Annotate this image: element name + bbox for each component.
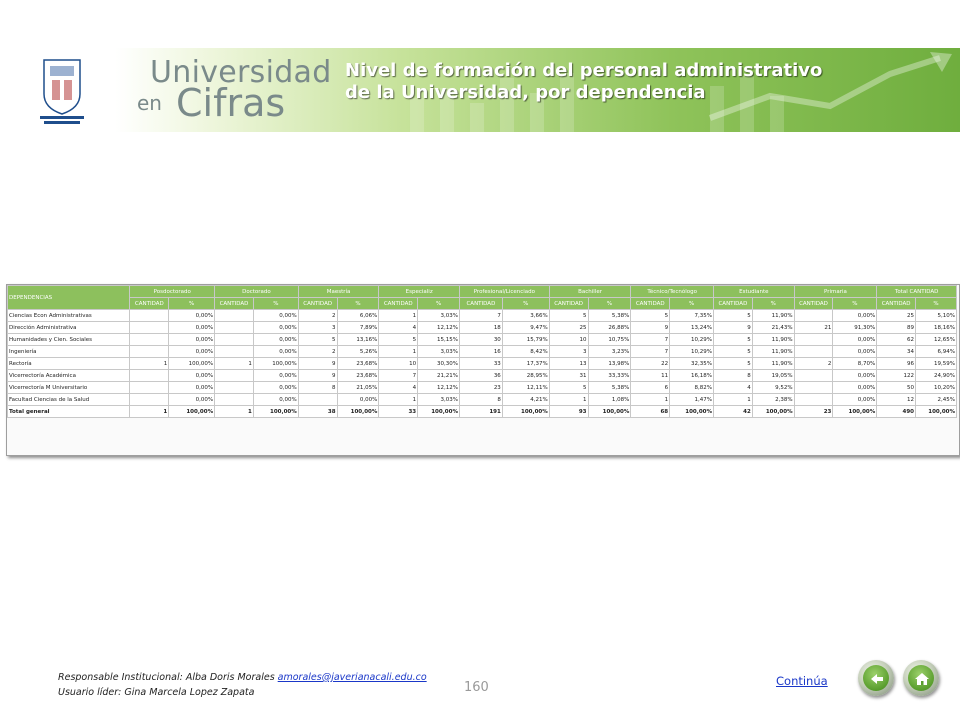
cell-percent: 3,23% [588,346,631,358]
row-label: Rectoría [8,358,130,370]
column-group-header: Posdoctorado [130,286,215,298]
cell-cantidad: 7 [631,334,670,346]
cell-percent: 0,00% [253,322,298,334]
cell-cantidad: 9 [298,370,337,382]
column-header-percent: % [253,298,298,310]
cell-cantidad: 11 [631,370,670,382]
cell-cantidad: 5 [549,382,588,394]
table-row [8,394,957,406]
cell-percent: 10,29% [670,334,714,346]
cell-percent: 23,68% [337,358,379,370]
cell-cantidad: 8 [714,370,753,382]
cell-cantidad: 10 [549,334,588,346]
column-header-cantidad: CANTIDAD [379,298,418,310]
cell-percent: 10,75% [588,334,631,346]
brand-en: en [137,91,162,115]
cell-cantidad: 96 [877,358,916,370]
data-table-container [6,284,960,456]
cell-percent: 100,00% [169,406,215,418]
cell-cantidad: 1 [215,406,254,418]
cell-cantidad: 93 [549,406,588,418]
cell-percent: 100,00% [588,406,631,418]
cell-percent: 0,00% [253,382,298,394]
cell-cantidad: 1 [714,394,753,406]
cell-cantidad: 5 [714,358,753,370]
cell-percent: 100,00% [916,406,957,418]
footer-credits [58,670,427,700]
table-row [8,382,957,394]
cell-cantidad [130,310,169,322]
cell-percent: 23,68% [337,370,379,382]
column-header-cantidad: CANTIDAD [631,298,670,310]
cell-cantidad: 22 [631,358,670,370]
cell-percent: 32,35% [670,358,714,370]
cell-percent: 0,00% [169,370,215,382]
cell-percent: 15,79% [502,334,549,346]
arrow-left-icon [863,665,889,691]
cell-cantidad: 5 [714,334,753,346]
cell-percent: 0,00% [833,382,877,394]
responsable-text: Responsable Institucional: Alba Doris Morales [58,672,278,683]
sub-header-row [8,298,957,310]
column-header-cantidad: CANTIDAD [714,298,753,310]
cell-cantidad: 490 [877,406,916,418]
cell-cantidad: 2 [298,346,337,358]
cell-cantidad: 89 [877,322,916,334]
cell-percent: 13,24% [670,322,714,334]
title-line-2: de la Universidad, por dependencia [345,82,706,103]
cell-percent: 6,06% [337,310,379,322]
brand-cifras: Cifras [176,81,286,125]
cell-percent: 100,00% [833,406,877,418]
cell-percent: 13,16% [337,334,379,346]
usuario-lider-text: Usuario líder: Gina Marcela Lopez Zapata [58,687,255,698]
column-header-cantidad: CANTIDAD [130,298,169,310]
cell-percent: 0,00% [169,394,215,406]
cell-cantidad: 5 [714,346,753,358]
cell-percent: 7,35% [670,310,714,322]
cell-percent: 4,21% [502,394,549,406]
cell-percent: 0,00% [337,394,379,406]
column-header-percent: % [588,298,631,310]
cell-percent: 28,95% [502,370,549,382]
cell-percent: 0,00% [833,370,877,382]
cell-percent: 2,45% [916,394,957,406]
table-row [8,370,957,382]
cell-cantidad [794,370,833,382]
cell-cantidad: 62 [877,334,916,346]
cell-percent: 8,70% [833,358,877,370]
column-header-cantidad: CANTIDAD [298,298,337,310]
cell-cantidad [794,310,833,322]
cell-percent: 11,90% [752,346,794,358]
row-label: Facultad Ciencias de la Salud [8,394,130,406]
continua-link[interactable]: Continúa [776,674,828,688]
cell-percent: 0,00% [833,310,877,322]
cell-cantidad: 5 [298,334,337,346]
cell-cantidad: 1 [130,358,169,370]
cell-cantidad [794,394,833,406]
university-logo [30,54,94,126]
cell-cantidad [298,394,337,406]
cell-cantidad: 7 [631,346,670,358]
cell-cantidad: 3 [549,346,588,358]
cell-percent: 0,00% [169,322,215,334]
cell-percent: 8,82% [670,382,714,394]
cell-percent: 1,47% [670,394,714,406]
cell-percent: 24,90% [916,370,957,382]
column-group-header: Doctorado [215,286,299,298]
education-level-table [7,285,957,418]
row-label: Vicerrectoría M Universitario [8,382,130,394]
cell-percent: 0,00% [833,346,877,358]
page-title [345,60,865,104]
cell-percent: 91,30% [833,322,877,334]
row-label: Ingeniería [8,346,130,358]
cell-percent: 11,90% [752,334,794,346]
cell-percent: 1,08% [588,394,631,406]
cell-percent: 0,00% [253,334,298,346]
cell-cantidad: 5 [631,310,670,322]
cell-cantidad: 33 [459,358,502,370]
cell-percent: 7,89% [337,322,379,334]
cell-cantidad [215,346,254,358]
cell-cantidad: 21 [794,322,833,334]
cell-cantidad: 8 [459,394,502,406]
responsable-line [58,670,427,685]
cell-cantidad: 7 [379,370,418,382]
cell-cantidad: 42 [714,406,753,418]
cell-percent: 11,90% [752,310,794,322]
column-group-header: Primaria [794,286,877,298]
cell-percent: 3,03% [418,310,460,322]
cell-percent: 100,00% [169,358,215,370]
cell-cantidad: 5 [379,334,418,346]
cell-cantidad: 9 [631,322,670,334]
column-header-cantidad: CANTIDAD [549,298,588,310]
column-header-cantidad: CANTIDAD [215,298,254,310]
cell-percent: 5,38% [588,310,631,322]
cell-percent: 12,11% [502,382,549,394]
column-header-percent: % [337,298,379,310]
table-row [8,358,957,370]
cell-cantidad [215,382,254,394]
back-button[interactable] [858,660,894,696]
cell-percent: 30,30% [418,358,460,370]
cell-percent: 0,00% [833,394,877,406]
cell-percent: 26,88% [588,322,631,334]
table-row [8,322,957,334]
cell-percent: 100,00% [253,406,298,418]
column-group-header: Estudiante [714,286,795,298]
cell-percent: 11,90% [752,358,794,370]
column-header-percent: % [670,298,714,310]
column-group-header: Profesional/Licenciado [459,286,549,298]
cell-percent: 10,29% [670,346,714,358]
cell-cantidad [215,322,254,334]
cell-percent: 3,03% [418,394,460,406]
cell-percent: 0,00% [169,334,215,346]
cell-percent: 15,15% [418,334,460,346]
cell-cantidad: 122 [877,370,916,382]
cell-percent: 0,00% [253,394,298,406]
column-header-cantidad: CANTIDAD [794,298,833,310]
cell-cantidad: 2 [794,358,833,370]
cell-cantidad: 18 [459,322,502,334]
cell-cantidad [130,394,169,406]
cell-cantidad [130,370,169,382]
cell-cantidad: 38 [298,406,337,418]
cell-cantidad: 23 [794,406,833,418]
cell-percent: 9,47% [502,322,549,334]
cell-percent: 0,00% [169,310,215,322]
cell-percent: 21,43% [752,322,794,334]
cell-cantidad: 4 [714,382,753,394]
cell-percent: 5,38% [588,382,631,394]
row-label: Total general [8,406,130,418]
cell-percent: 100,00% [418,406,460,418]
cell-cantidad: 2 [298,310,337,322]
cell-cantidad: 10 [379,358,418,370]
cell-cantidad: 7 [459,310,502,322]
cell-cantidad [215,370,254,382]
cell-cantidad: 50 [877,382,916,394]
cell-cantidad: 6 [631,382,670,394]
cell-cantidad [130,334,169,346]
cell-cantidad: 68 [631,406,670,418]
cell-cantidad: 9 [714,322,753,334]
cell-cantidad: 1 [631,394,670,406]
table-row [8,346,957,358]
cell-cantidad: 25 [549,322,588,334]
cell-percent: 100,00% [253,358,298,370]
cell-percent: 100,00% [752,406,794,418]
brand-universidad: Universidad [150,55,332,90]
column-header-percent: % [169,298,215,310]
cell-percent: 2,38% [752,394,794,406]
cell-cantidad: 33 [379,406,418,418]
cell-cantidad: 4 [379,322,418,334]
table-row [8,406,957,418]
group-header-row [8,286,957,298]
cell-percent: 0,00% [253,370,298,382]
cell-cantidad: 30 [459,334,502,346]
header-banner [0,48,960,132]
cell-percent: 0,00% [253,346,298,358]
page-number: 160 [464,680,489,695]
column-group-header: Bachiller [549,286,631,298]
title-line-1: Nivel de formación del personal administrativo [345,60,823,81]
cell-percent: 3,03% [418,346,460,358]
cell-percent: 6,94% [916,346,957,358]
cell-percent: 21,21% [418,370,460,382]
cell-percent: 100,00% [502,406,549,418]
table-row [8,334,957,346]
cell-cantidad: 8 [298,382,337,394]
column-header-percent: % [833,298,877,310]
cell-percent: 5,10% [916,310,957,322]
cell-percent: 19,05% [752,370,794,382]
cell-percent: 100,00% [670,406,714,418]
cell-cantidad [794,382,833,394]
cell-percent: 3,66% [502,310,549,322]
column-header-percent: % [916,298,957,310]
row-label: Ciencias Econ Administrativas [8,310,130,322]
cell-percent: 16,18% [670,370,714,382]
cell-cantidad: 34 [877,346,916,358]
cell-percent: 0,00% [169,346,215,358]
cell-cantidad: 5 [714,310,753,322]
row-label: Dirección Administrativa [8,322,130,334]
cell-cantidad: 5 [549,310,588,322]
cell-percent: 13,98% [588,358,631,370]
cell-cantidad: 25 [877,310,916,322]
column-header-percent: % [502,298,549,310]
column-group-header: Total CANTIDAD [877,286,957,298]
cell-cantidad: 1 [549,394,588,406]
column-header-percent: % [752,298,794,310]
cell-cantidad: 4 [379,382,418,394]
cell-cantidad: 1 [379,394,418,406]
cell-percent: 12,12% [418,322,460,334]
column-header-percent: % [418,298,460,310]
cell-cantidad: 12 [877,394,916,406]
cell-percent: 21,05% [337,382,379,394]
column-group-header: Especializ [379,286,460,298]
cell-percent: 5,26% [337,346,379,358]
cell-cantidad [215,394,254,406]
cell-cantidad: 1 [130,406,169,418]
cell-cantidad [215,334,254,346]
cell-cantidad: 31 [549,370,588,382]
cell-cantidad: 16 [459,346,502,358]
cell-percent: 12,12% [418,382,460,394]
home-button[interactable] [903,660,939,696]
cell-cantidad [130,346,169,358]
row-label: Humanidades y Cien. Sociales [8,334,130,346]
cell-cantidad: 1 [379,310,418,322]
cell-percent: 18,16% [916,322,957,334]
cell-cantidad [130,322,169,334]
cell-cantidad [794,334,833,346]
cell-percent: 12,65% [916,334,957,346]
cell-percent: 33,33% [588,370,631,382]
cell-cantidad [130,382,169,394]
column-group-header: Maestría [298,286,379,298]
column-header-dependencias: DEPENDENCIAS [8,286,130,310]
cell-cantidad: 191 [459,406,502,418]
cell-cantidad: 3 [298,322,337,334]
cell-cantidad: 1 [379,346,418,358]
cell-cantidad [794,346,833,358]
cell-percent: 0,00% [833,334,877,346]
cell-percent: 10,20% [916,382,957,394]
column-header-cantidad: CANTIDAD [459,298,502,310]
cell-percent: 17,37% [502,358,549,370]
cell-cantidad: 13 [549,358,588,370]
cell-cantidad: 36 [459,370,502,382]
cell-cantidad: 23 [459,382,502,394]
cell-cantidad: 1 [215,358,254,370]
cell-percent: 0,00% [169,382,215,394]
cell-percent: 0,00% [253,310,298,322]
cell-cantidad: 9 [298,358,337,370]
table-row [8,310,957,322]
row-label: Vicerrectoría Académica [8,370,130,382]
cell-percent: 8,42% [502,346,549,358]
responsable-email-link[interactable]: amorales@javerianacali.edu.co [277,672,427,683]
cell-cantidad [215,310,254,322]
cell-percent: 9,52% [752,382,794,394]
column-header-cantidad: CANTIDAD [877,298,916,310]
home-icon [908,665,934,691]
cell-percent: 19,59% [916,358,957,370]
cell-percent: 100,00% [337,406,379,418]
column-group-header: Técnico/Tecnólogo [631,286,714,298]
